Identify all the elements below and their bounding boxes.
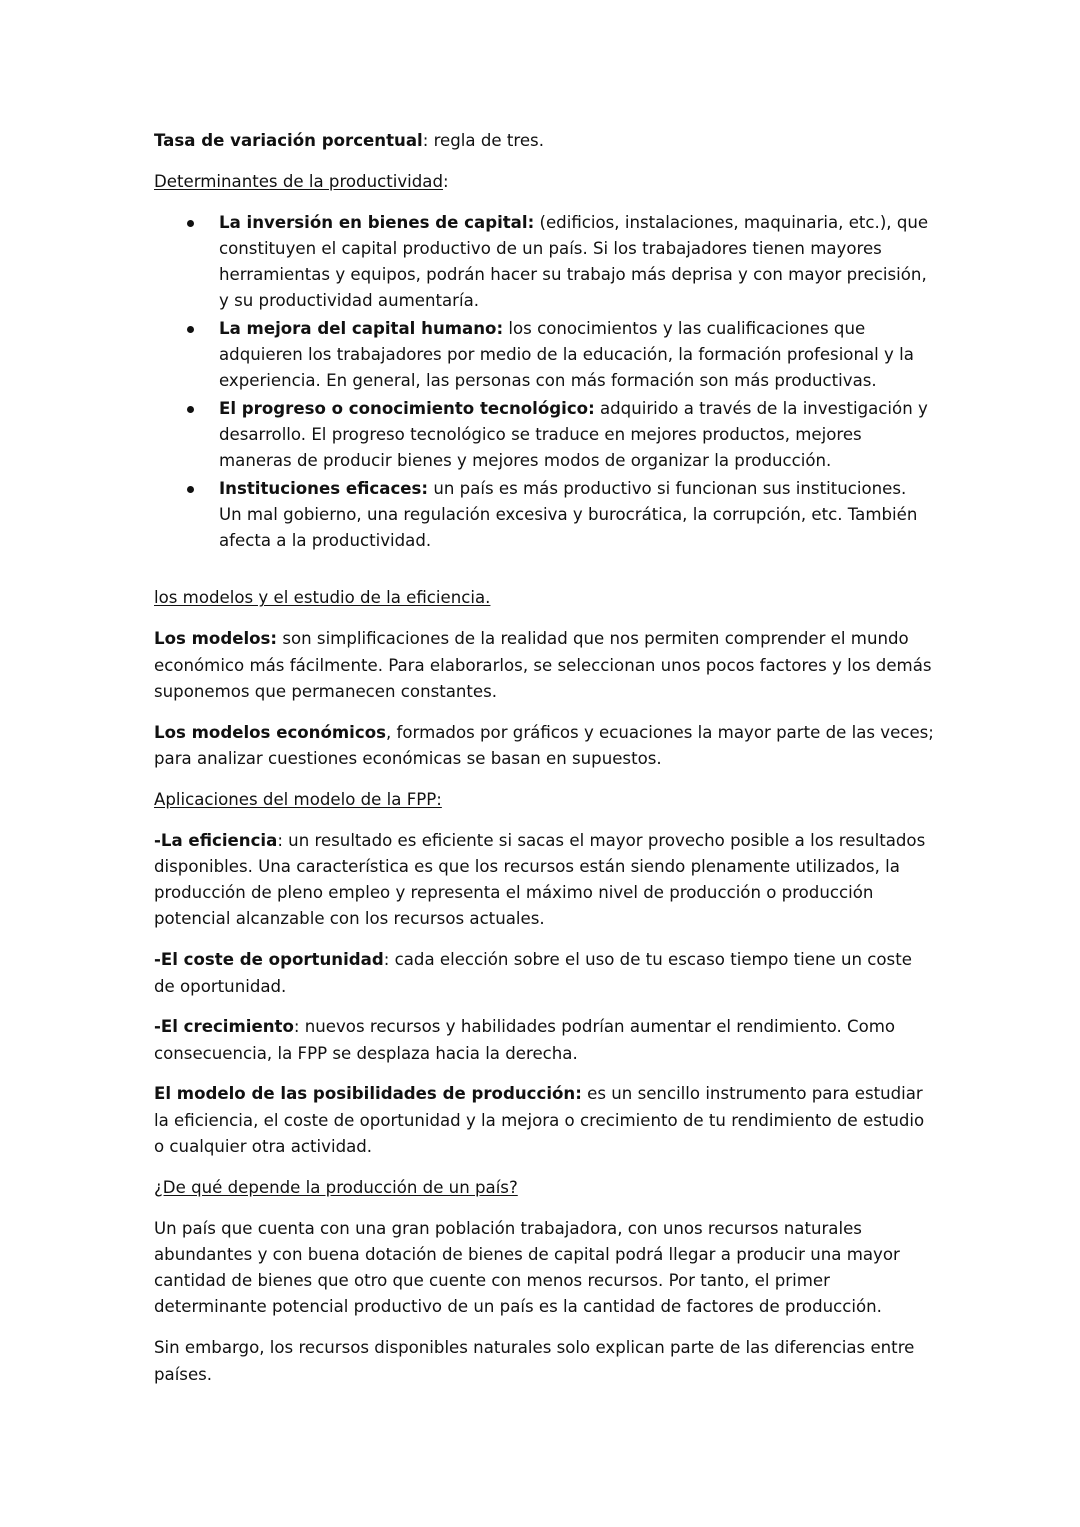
determinantes-heading-text: Determinantes de la productividad bbox=[154, 171, 444, 191]
bullet-icon bbox=[187, 406, 194, 413]
bullet-icon bbox=[187, 220, 194, 227]
section-spacer bbox=[154, 555, 934, 585]
list-item-label: La mejora del capital humano: bbox=[219, 318, 504, 338]
models-label: Los modelos: bbox=[154, 629, 278, 649]
models-text: son simplificaciones de la realidad que nos permiten comprender el mundo económico más fácilmente. Para elaborarlos, se seleccionan unos pocos factores y los demás suponemos que permanecen constantes. bbox=[154, 629, 932, 701]
bullet-icon bbox=[187, 486, 194, 493]
economic-models-label: Los modelos económicos bbox=[154, 722, 386, 742]
economic-models-text: , formados por gráficos y ecuaciones la mayor parte de las veces; para analizar cuestiones económicas se basan en supuestos. bbox=[154, 722, 934, 768]
list-item bbox=[154, 210, 934, 315]
models-heading-text: los modelos y el estudio de la eficiencia. bbox=[154, 588, 491, 608]
fpp-heading-text: Aplicaciones del modelo de la FPP: bbox=[154, 789, 442, 809]
tasa-text: : regla de tres. bbox=[422, 131, 544, 150]
models-paragraph bbox=[154, 626, 934, 705]
modelo-fpp-text: es un sencillo instrumento para estudiar la eficiencia, el coste de oportunidad y la mejora o crecimiento de tu rendimiento de estudio o cualquier otra actividad. bbox=[154, 1084, 925, 1156]
coste-paragraph bbox=[154, 947, 934, 1000]
document-page bbox=[154, 128, 934, 1402]
list-item bbox=[154, 476, 934, 555]
list-item bbox=[154, 396, 934, 475]
crecimiento-paragraph bbox=[154, 1014, 934, 1067]
crecimiento-label: -El crecimiento bbox=[154, 1017, 294, 1037]
list-item-text: un país es más productivo si funcionan sus instituciones. Un mal gobierno, una regulación excesiva y burocrática, la corrupción, etc. También afecta a la productividad. bbox=[219, 478, 918, 551]
determinantes-heading bbox=[154, 169, 934, 195]
list-item-text: (edificios, instalaciones, maquinaria, etc.), que constituyen el capital productivo de un país. Si los trabajadores tienen mayores herramientas y equipos, podrán hacer su trabajo más deprisa y con mayor precisión, y su productividad aumentaría. bbox=[219, 212, 929, 311]
fpp-heading bbox=[154, 787, 934, 813]
tasa-label: Tasa de variación porcentual bbox=[154, 131, 423, 150]
economic-models-paragraph bbox=[154, 720, 934, 773]
models-heading bbox=[154, 585, 934, 611]
eficiencia-label: -La eficiencia bbox=[154, 830, 278, 850]
coste-text: : cada elección sobre el uso de tu escaso tiempo tiene un coste de oportunidad. bbox=[154, 950, 912, 996]
eficiencia-text: : un resultado es eficiente si sacas el mayor provecho posible a los resultados disponibles. Una característica es que los recursos están siendo plenamente utilizados, la producción de pleno empleo y representa el máximo nivel de producción o producción potencial alcanzable con los recursos actuales. bbox=[154, 830, 926, 929]
produccion-heading bbox=[154, 1175, 934, 1201]
list-item-label: Instituciones eficaces: bbox=[219, 478, 429, 498]
list-item bbox=[154, 316, 934, 395]
list-item-text: adquirido a través de la investigación y desarrollo. El progreso tecnológico se traduce en mejores productos, mejores maneras de producir bienes y mejores modos de organizar la producción. bbox=[219, 398, 928, 471]
list-item-label: El progreso o conocimiento tecnológico: bbox=[219, 398, 595, 418]
produccion-paragraph-1: Un país que cuenta con una gran población trabajadora, con unos recursos naturales abundantes y con buena dotación de bienes de capital podrá llegar a producir una mayor cantidad de bienes que otro que cuente con menos recursos. Por tanto, el primer determinante potencial productivo de un país es la cantidad de factores de producción. bbox=[154, 1218, 900, 1317]
coste-label: -El coste de oportunidad bbox=[154, 950, 384, 970]
modelo-fpp-paragraph bbox=[154, 1081, 934, 1160]
produccion-heading-text: ¿De qué depende la producción de un país? bbox=[154, 1177, 518, 1197]
list-item-text: los conocimientos y las cualificaciones que adquieren los trabajadores por medio de la educación, la formación profesional y la experiencia. En general, las personas con más formación son más productivas. bbox=[219, 318, 914, 391]
bullet-icon bbox=[187, 326, 194, 333]
determinantes-list bbox=[154, 210, 934, 555]
produccion-paragraph-2: Sin embargo, los recursos disponibles naturales solo explican parte de las diferencias entre países. bbox=[154, 1338, 915, 1384]
eficiencia-paragraph bbox=[154, 828, 934, 933]
modelo-fpp-label: El modelo de las posibilidades de producción: bbox=[154, 1084, 582, 1104]
determinantes-colon: : bbox=[443, 171, 449, 191]
tasa-paragraph bbox=[154, 128, 934, 154]
crecimiento-text: : nuevos recursos y habilidades podrían aumentar el rendimiento. Como consecuencia, la FPP se desplaza hacia la derecha. bbox=[154, 1017, 896, 1063]
list-item-label: La inversión en bienes de capital: bbox=[219, 212, 535, 232]
